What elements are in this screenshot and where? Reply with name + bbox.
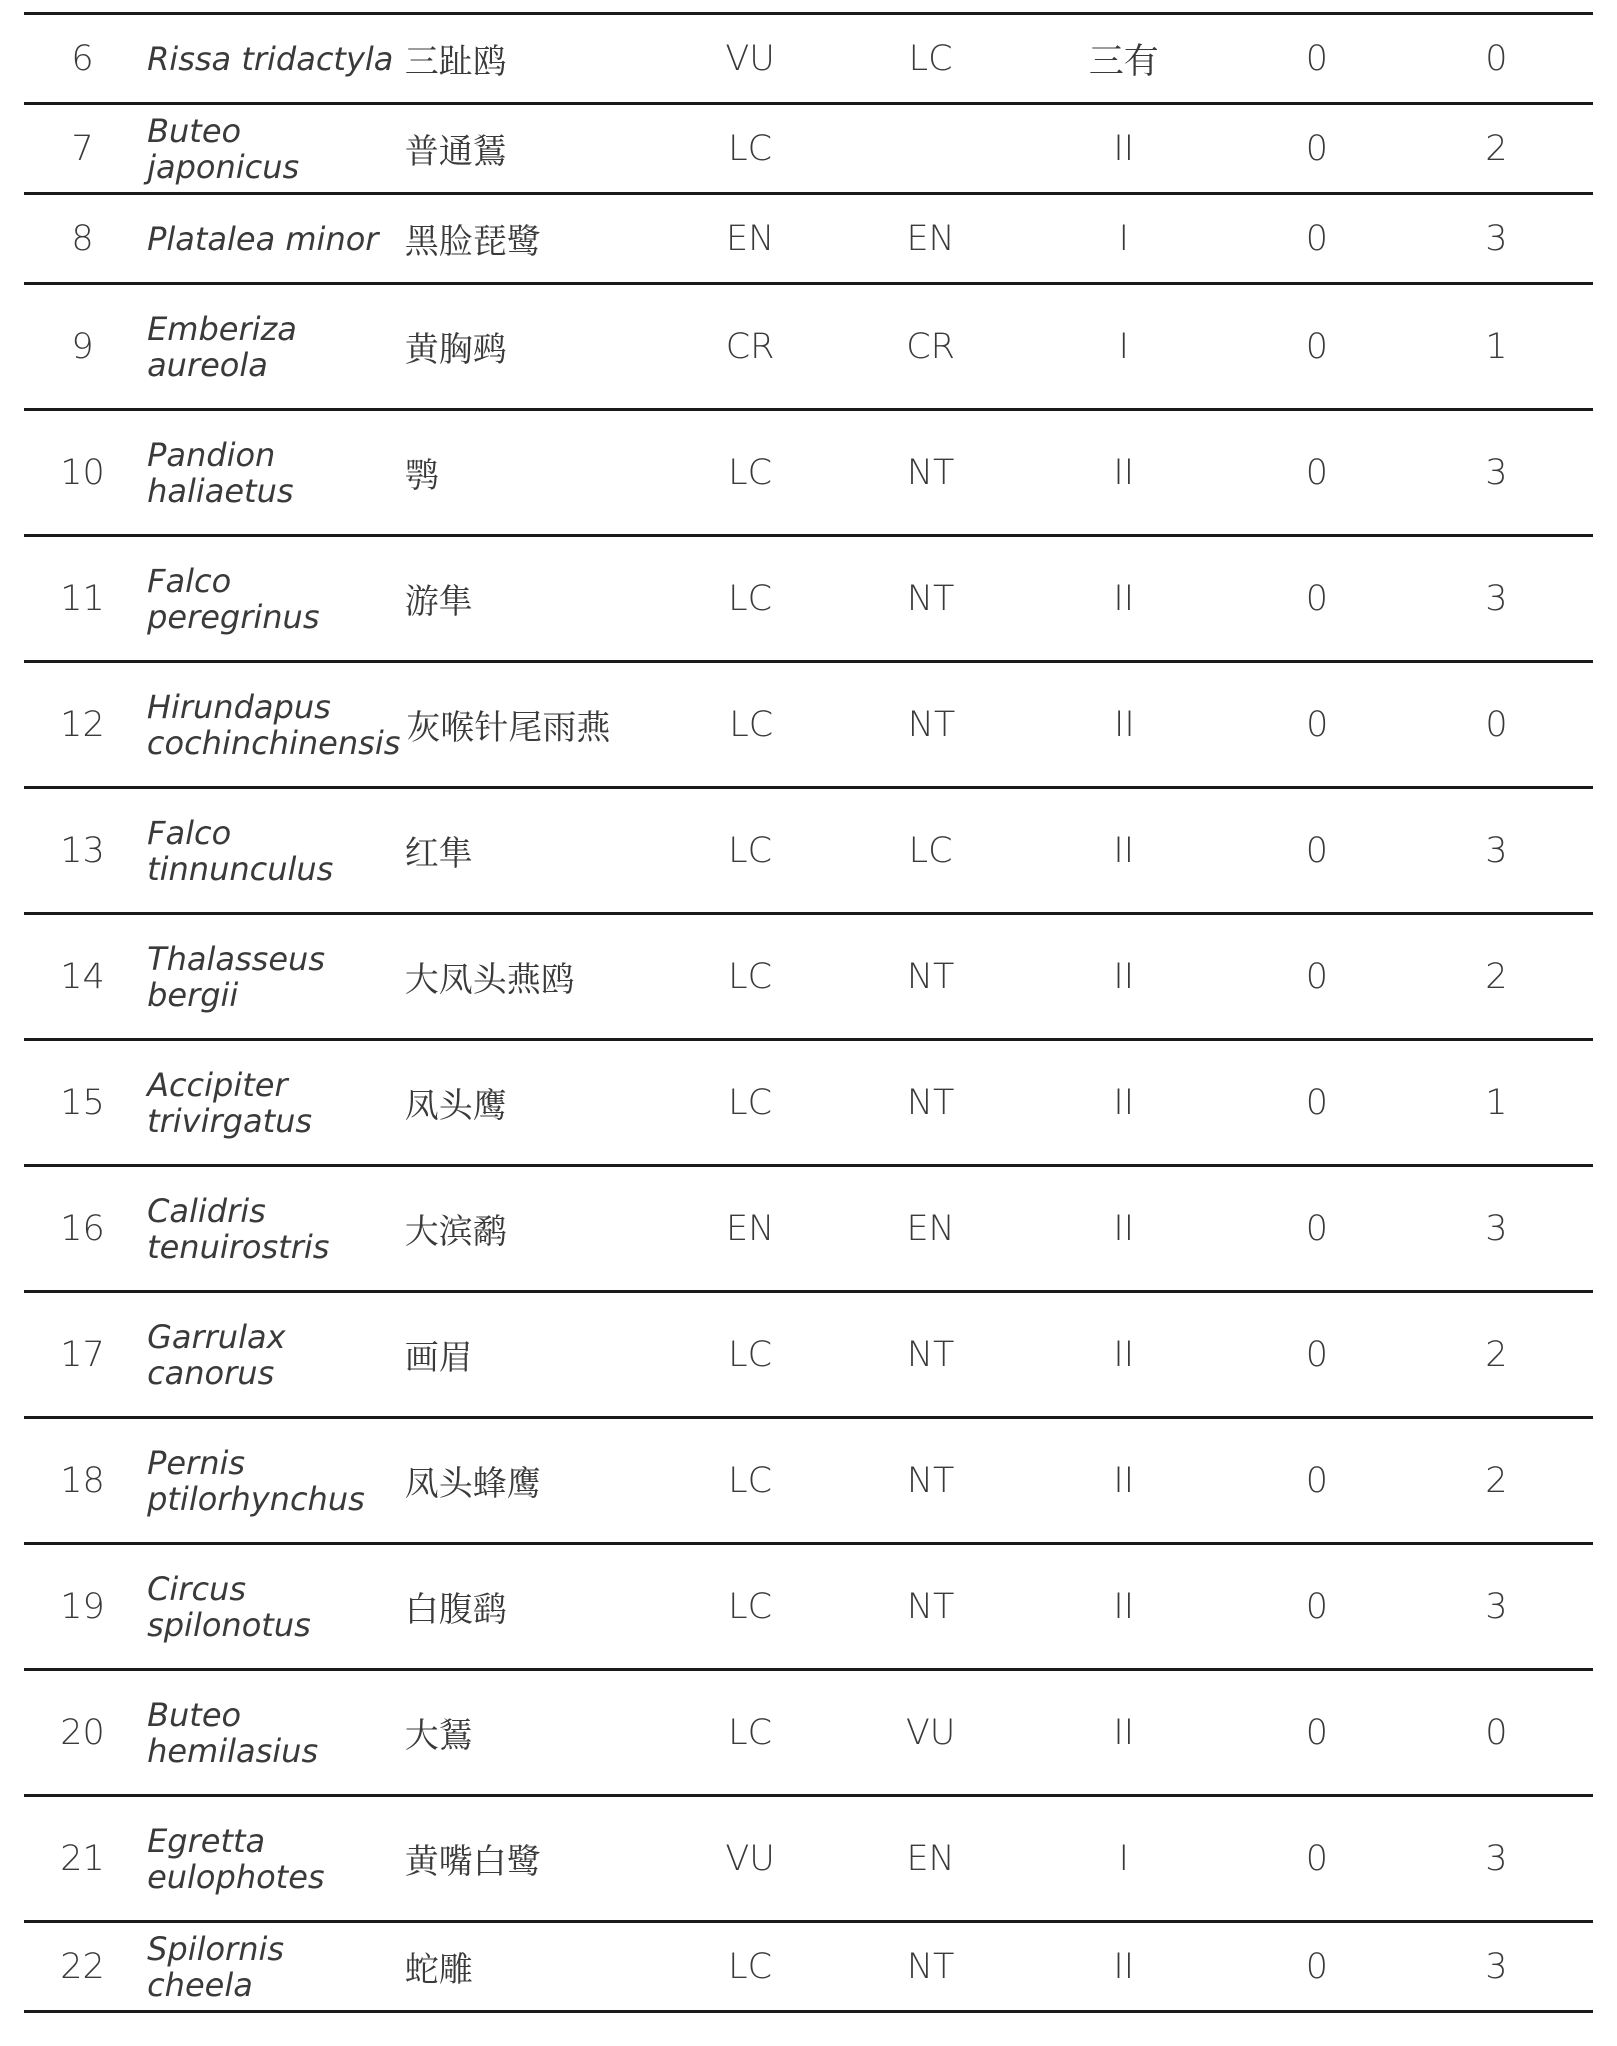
chinese-name-cell: 大滨鹬 — [404, 1212, 507, 1252]
protection-level-cell: II — [1113, 830, 1135, 871]
chinese-name-cell: 白腹鹞 — [404, 1590, 507, 1630]
scientific-name-cell — [141, 815, 399, 887]
value-2-cell: 3 — [1485, 218, 1508, 259]
scientific-name-cell — [141, 689, 400, 761]
table-row — [24, 411, 1593, 537]
chinese-name-cell: 黑脸琵鹭 — [404, 222, 541, 262]
scientific-name-cell — [141, 563, 399, 635]
scientific-name-line: haliaetus — [147, 471, 294, 510]
table-row — [24, 1671, 1593, 1797]
chinese-name-cell: 蛇雕 — [404, 1950, 473, 1990]
chinese-name-cell: 黄胸鹀 — [404, 330, 507, 370]
scientific-name-cell — [141, 1697, 399, 1769]
scientific-name-line: Emberiza — [147, 309, 297, 348]
iucn-status-cell: EN — [725, 218, 775, 259]
scientific-name-cell — [141, 1193, 399, 1265]
value-1-cell: 0 — [1305, 1946, 1329, 1987]
scientific-name-cell — [141, 1445, 399, 1517]
value-1-cell: 0 — [1306, 704, 1329, 745]
table-row — [24, 1545, 1593, 1671]
iucn-status-cell: VU — [725, 1838, 775, 1879]
value-2-cell: 3 — [1485, 1946, 1508, 1987]
scientific-name-cell — [141, 311, 399, 383]
scientific-name-cell — [141, 437, 399, 509]
value-2-cell: 3 — [1485, 830, 1508, 871]
china-redlist-cell: LC — [908, 830, 953, 871]
iucn-status-cell: LC — [728, 578, 773, 619]
value-1-cell: 0 — [1305, 1082, 1329, 1123]
row-number-cell: 19 — [60, 1586, 105, 1627]
china-redlist-cell: NT — [906, 1946, 955, 1987]
iucn-status-cell: LC — [729, 704, 774, 745]
table-row — [24, 1293, 1593, 1419]
iucn-status-cell: CR — [725, 326, 775, 367]
row-number-cell: 6 — [71, 38, 94, 79]
table-row — [24, 15, 1593, 105]
row-number-cell: 7 — [71, 128, 94, 169]
protection-level-cell: II — [1113, 1460, 1135, 1501]
iucn-status-cell: LC — [728, 1586, 773, 1627]
value-1-cell: 0 — [1305, 128, 1329, 169]
chinese-name-cell: 凤头鹰 — [404, 1086, 507, 1126]
row-number-cell: 15 — [60, 1082, 105, 1123]
row-number-cell: 21 — [60, 1838, 105, 1879]
iucn-status-cell: LC — [728, 1946, 773, 1987]
value-1-cell: 0 — [1305, 956, 1329, 997]
value-2-cell: 0 — [1485, 704, 1508, 745]
value-2-cell: 1 — [1485, 326, 1508, 367]
protection-level-cell: II — [1113, 956, 1135, 997]
scientific-name-line: Circus — [147, 1569, 246, 1608]
value-1-cell: 0 — [1305, 1838, 1329, 1879]
table-row — [24, 195, 1593, 285]
value-2-cell: 3 — [1485, 1586, 1508, 1627]
value-1-cell: 0 — [1305, 578, 1329, 619]
iucn-status-cell: LC — [728, 830, 773, 871]
table-row — [24, 789, 1593, 915]
chinese-name-cell: 大凤头燕鸥 — [404, 960, 575, 1000]
chinese-name-cell: 大鵟 — [404, 1716, 473, 1756]
scientific-name-line: Buteo — [147, 1695, 242, 1734]
scientific-name-line: trivirgatus — [147, 1101, 313, 1140]
protection-level-cell: II — [1113, 128, 1135, 169]
china-redlist-cell: EN — [906, 1208, 955, 1249]
table-row — [24, 915, 1593, 1041]
scientific-name-line: bergii — [147, 975, 239, 1014]
value-2-cell: 0 — [1485, 38, 1508, 79]
table-row — [24, 537, 1593, 663]
scientific-name-line: Rissa tridactyla — [147, 39, 394, 78]
table-row — [24, 1419, 1593, 1545]
scientific-name-cell — [141, 1571, 399, 1643]
scientific-name-line: aureola — [147, 345, 268, 384]
protection-level-cell: II — [1113, 1208, 1135, 1249]
chinese-name-cell: 游隼 — [404, 582, 473, 622]
scientific-name-line: Calidris — [147, 1191, 266, 1230]
row-number-cell: 10 — [60, 452, 105, 493]
table-row — [24, 1167, 1593, 1293]
scientific-name-cell — [141, 1067, 399, 1139]
value-1-cell: 0 — [1305, 326, 1329, 367]
scientific-name-line: Garrulax — [147, 1317, 286, 1356]
value-2-cell: 3 — [1485, 1838, 1508, 1879]
scientific-name-line: canorus — [147, 1353, 275, 1392]
value-1-cell: 0 — [1305, 830, 1329, 871]
scientific-name-cell — [141, 1319, 399, 1391]
china-redlist-cell: NT — [906, 1082, 955, 1123]
iucn-status-cell: LC — [728, 452, 773, 493]
scientific-name-line: eulophotes — [147, 1857, 325, 1896]
scientific-name-line: ptilorhynchus — [147, 1479, 365, 1518]
protection-level-cell: II — [1113, 1586, 1135, 1627]
row-number-cell: 13 — [60, 830, 105, 871]
protection-level-cell: II — [1113, 1082, 1135, 1123]
iucn-status-cell: EN — [725, 1208, 775, 1249]
row-number-cell: 12 — [60, 704, 105, 745]
scientific-name-line: Falco — [147, 813, 232, 852]
value-2-cell: 3 — [1485, 1208, 1508, 1249]
protection-level-cell: I — [1118, 1838, 1129, 1879]
scientific-name-line: Spilornis cheela — [147, 1929, 285, 2004]
protection-level-cell: II — [1113, 1712, 1135, 1753]
value-2-cell: 2 — [1485, 1334, 1508, 1375]
scientific-name-line: Pernis — [147, 1443, 246, 1482]
table-row — [24, 285, 1593, 411]
scientific-name-cell — [141, 941, 399, 1013]
protection-level-cell: I — [1118, 218, 1129, 259]
row-number-cell: 22 — [60, 1946, 105, 1987]
row-number-cell: 14 — [60, 956, 105, 997]
value-2-cell: 2 — [1485, 1460, 1508, 1501]
protection-level-cell: II — [1113, 452, 1135, 493]
scientific-name-cell — [141, 1931, 399, 2003]
iucn-status-cell: LC — [728, 1712, 773, 1753]
value-2-cell: 2 — [1485, 956, 1508, 997]
chinese-name-cell: 鹗 — [404, 456, 439, 496]
scientific-name-line: tinnunculus — [147, 849, 334, 888]
iucn-status-cell: LC — [728, 1082, 773, 1123]
chinese-name-cell: 红隼 — [404, 834, 473, 874]
table-row — [24, 1797, 1593, 1923]
table-row — [24, 663, 1593, 789]
row-number-cell: 20 — [60, 1712, 105, 1753]
scientific-name-cell — [141, 221, 399, 257]
scientific-name-cell — [141, 113, 399, 185]
chinese-name-cell: 三趾鸥 — [404, 42, 507, 82]
china-redlist-cell: VU — [905, 1712, 956, 1753]
iucn-status-cell: LC — [728, 128, 773, 169]
row-number-cell: 18 — [60, 1460, 105, 1501]
value-2-cell: 3 — [1485, 452, 1508, 493]
scientific-name-line: Egretta — [147, 1821, 266, 1860]
value-1-cell: 0 — [1305, 1334, 1329, 1375]
species-table — [24, 12, 1593, 2013]
iucn-status-cell: VU — [725, 38, 775, 79]
china-redlist-cell: NT — [906, 452, 955, 493]
row-number-cell: 9 — [71, 326, 94, 367]
value-2-cell: 1 — [1485, 1082, 1508, 1123]
value-2-cell: 3 — [1485, 578, 1508, 619]
protection-level-cell: I — [1118, 326, 1129, 367]
iucn-status-cell: LC — [728, 1460, 773, 1501]
chinese-name-cell: 凤头蜂鹰 — [404, 1464, 541, 1504]
scientific-name-line: tenuirostris — [147, 1227, 330, 1266]
value-1-cell: 0 — [1305, 1586, 1329, 1627]
scientific-name-line: Falco — [147, 561, 232, 600]
chinese-name-cell: 黄嘴白鹭 — [404, 1842, 541, 1882]
iucn-status-cell: LC — [728, 1334, 773, 1375]
scientific-name-line: Hirundapus — [146, 687, 331, 726]
value-1-cell: 0 — [1305, 1460, 1329, 1501]
value-1-cell: 0 — [1305, 38, 1329, 79]
china-redlist-cell: NT — [906, 578, 955, 619]
china-redlist-cell: CR — [906, 326, 955, 367]
protection-level-cell: II — [1113, 578, 1135, 619]
value-1-cell: 0 — [1305, 452, 1329, 493]
value-1-cell: 0 — [1305, 1208, 1329, 1249]
scientific-name-line: peregrinus — [147, 597, 320, 636]
iucn-status-cell: LC — [728, 956, 773, 997]
chinese-name-cell: 普通鵟 — [404, 132, 507, 172]
value-2-cell: 2 — [1485, 128, 1508, 169]
china-redlist-cell: NT — [906, 956, 955, 997]
value-1-cell: 0 — [1305, 1712, 1329, 1753]
protection-level-cell: II — [1113, 1946, 1135, 1987]
table-row — [24, 105, 1593, 195]
chinese-name-cell: 画眉 — [404, 1338, 473, 1378]
row-number-cell: 11 — [60, 578, 105, 619]
protection-level-cell: II — [1113, 1334, 1135, 1375]
scientific-name-line: Thalasseus — [147, 939, 325, 978]
scientific-name-line: Platalea minor — [147, 219, 379, 258]
table-row — [24, 1923, 1593, 2013]
china-redlist-cell: NT — [907, 704, 956, 745]
china-redlist-cell: NT — [906, 1586, 955, 1627]
scientific-name-cell — [141, 41, 399, 77]
value-1-cell: 0 — [1305, 218, 1329, 259]
scientific-name-line: Accipiter — [147, 1065, 288, 1104]
scientific-name-line: spilonotus — [147, 1605, 311, 1644]
table-row — [24, 1041, 1593, 1167]
protection-level-cell: II — [1114, 704, 1135, 745]
scientific-name-line: Buteo japonicus — [147, 111, 300, 186]
row-number-cell: 17 — [60, 1334, 105, 1375]
china-redlist-cell: NT — [906, 1460, 955, 1501]
row-number-cell: 8 — [71, 218, 94, 259]
china-redlist-cell: EN — [906, 1838, 955, 1879]
china-redlist-cell: EN — [906, 218, 955, 259]
scientific-name-line: Pandion — [147, 435, 276, 474]
scientific-name-line: cochinchinensis — [146, 723, 401, 762]
protection-level-cell: 三有 — [1088, 41, 1159, 82]
row-number-cell: 16 — [60, 1208, 105, 1249]
scientific-name-line: hemilasius — [147, 1731, 319, 1770]
scientific-name-cell — [141, 1823, 399, 1895]
china-redlist-cell: NT — [906, 1334, 955, 1375]
chinese-name-cell: 灰喉针尾雨燕 — [406, 708, 611, 748]
china-redlist-cell: LC — [908, 38, 953, 79]
value-2-cell: 0 — [1485, 1712, 1508, 1753]
